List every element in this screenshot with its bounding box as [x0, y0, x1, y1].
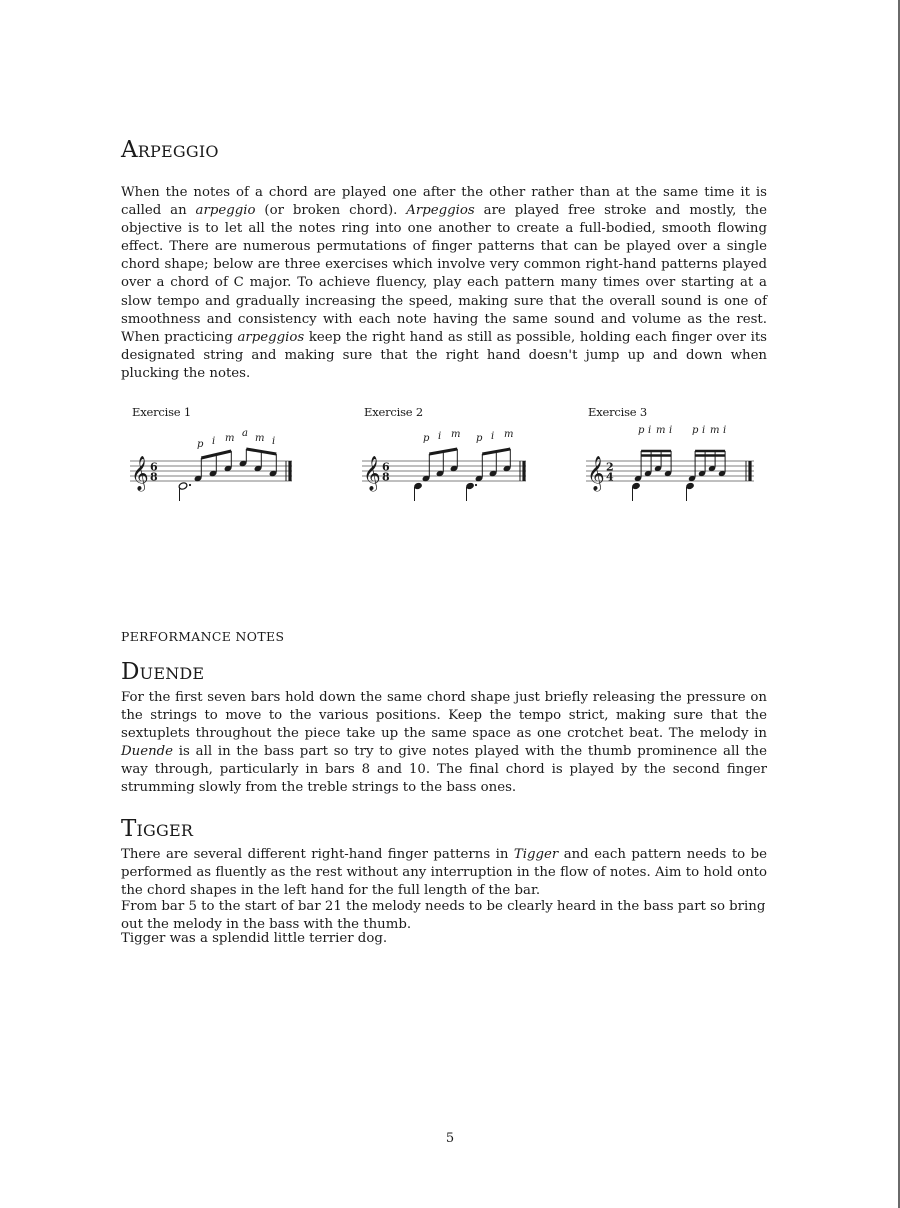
emphasized-term: Duende [121, 744, 174, 760]
exercise-2 [352, 405, 532, 505]
tigger-heading: Tigger [121, 816, 194, 842]
time-signature-bottom: 8 [150, 470, 158, 484]
exercise-2-staff [352, 421, 532, 511]
exercise-3-label: Exercise 3 [588, 405, 647, 419]
emphasized-term: Arpeggios [406, 203, 475, 219]
time-signature-top: 6 [382, 460, 390, 474]
tigger-paragraph-1: There are several different right-hand finger patterns in Tigger and each pattern needs to be performed as fluently as the rest without any interruption in the flow of notes. Aim to hold onto the chord shapes in the left hand for the full length of the bar. [121, 847, 768, 899]
fingering-i: i [212, 436, 216, 447]
time-signature-bottom: 4 [606, 470, 614, 484]
fingering-i: i [669, 425, 673, 436]
tigger-paragraph-3: Tigger was a splendid little terrier dog. [121, 931, 388, 946]
fingering-i: i [648, 425, 652, 436]
treble-clef-icon: 𝄞 [363, 456, 381, 491]
page-number: 5 [445, 1131, 455, 1146]
time-signature-bottom: 8 [382, 470, 390, 484]
emphasized-term: arpeggio [195, 203, 256, 219]
fingering-p: p [197, 439, 204, 450]
exercise-1-staff [120, 421, 300, 511]
treble-clef-icon: 𝄞 [131, 456, 149, 491]
dot [475, 484, 477, 486]
fingering [423, 429, 513, 444]
duende-heading: Duende [121, 659, 205, 685]
fingering-p: p [423, 433, 430, 444]
time-signature-top: 6 [150, 460, 158, 474]
note-group [422, 465, 512, 482]
fingering-p: p [692, 425, 699, 436]
arpeggio-paragraph: When the notes of a chord are played one after the other rather than at the same time it is called an arpeggio (or broken chord). Arpeggios are played free stroke and mostly, the objective is to let all the notes ring into one another to create a full-bodied, smooth flowing effect. There are numerous permutations of finger patterns that can be played over a single chord shape; below are three exercises which involve very common right-hand patterns played over a chord of C major. To achieve fluency, play each pattern many times over starting at a slow tempo and gradually increasing the speed, making sure that the overall sound is one of smoothness and consistency with each note having the same sound and volume as the rest. When practicing arpeggios keep the right hand as still as possible, holding each finger over its designated string and making sure that the right hand doesn't jump up and down when plucking the notes. [121, 185, 767, 381]
exercise-1-label: Exercise 1 [132, 405, 191, 419]
treble-clef-icon: 𝄞 [587, 456, 605, 491]
fingering-i: i [438, 431, 442, 442]
fingering-m: m [656, 425, 666, 436]
fingering-i: i [491, 431, 495, 442]
fingering-m: m [451, 429, 461, 440]
time-signature-top: 2 [606, 460, 614, 474]
fingering-i: i [702, 425, 706, 436]
dot [189, 484, 191, 486]
note-group [634, 465, 726, 482]
fingering-m: m [225, 433, 235, 444]
exercise-1 [120, 405, 300, 505]
fingering-p: p [476, 433, 483, 444]
performance-notes-label: PERFORMANCE NOTES [121, 629, 285, 644]
fingering-m: m [255, 433, 265, 444]
fingering-m: m [504, 429, 514, 440]
fingering-i: i [272, 436, 276, 447]
exercise-3-staff [576, 421, 756, 511]
tigger-paragraph-2: From bar 5 to the start of bar 21 the melody needs to be clearly heard in the bass part so bring out the melody in the bass with the thumb. [121, 899, 766, 933]
arpeggio-heading: Arpeggio [121, 137, 219, 163]
exercise-2-label: Exercise 2 [364, 405, 423, 419]
fingering-a: a [242, 428, 248, 439]
fingering [197, 428, 275, 450]
fingering-p: p [638, 425, 645, 436]
duende-paragraph: For the first seven bars hold down the same chord shape just briefly releasing the pressure on the strings to move to the various positions. Keep the tempo strict, making sure that the sextuplets throughout the piece take up the same space as one crotchet beat. The melody in Duende is all in the bass part so try to give notes played with the thumb prominence all the way through, particularly in bars 8 and 10. The final chord is played by the second finger strumming slowly from the treble strings to the bass ones. [121, 690, 767, 796]
exercise-3 [576, 405, 756, 505]
emphasized-term: arpeggios [237, 329, 305, 345]
emphasized-term: Tigger [513, 847, 559, 862]
fingering-m: m [710, 425, 720, 436]
fingering [638, 425, 726, 436]
fingering-i: i [723, 425, 727, 436]
